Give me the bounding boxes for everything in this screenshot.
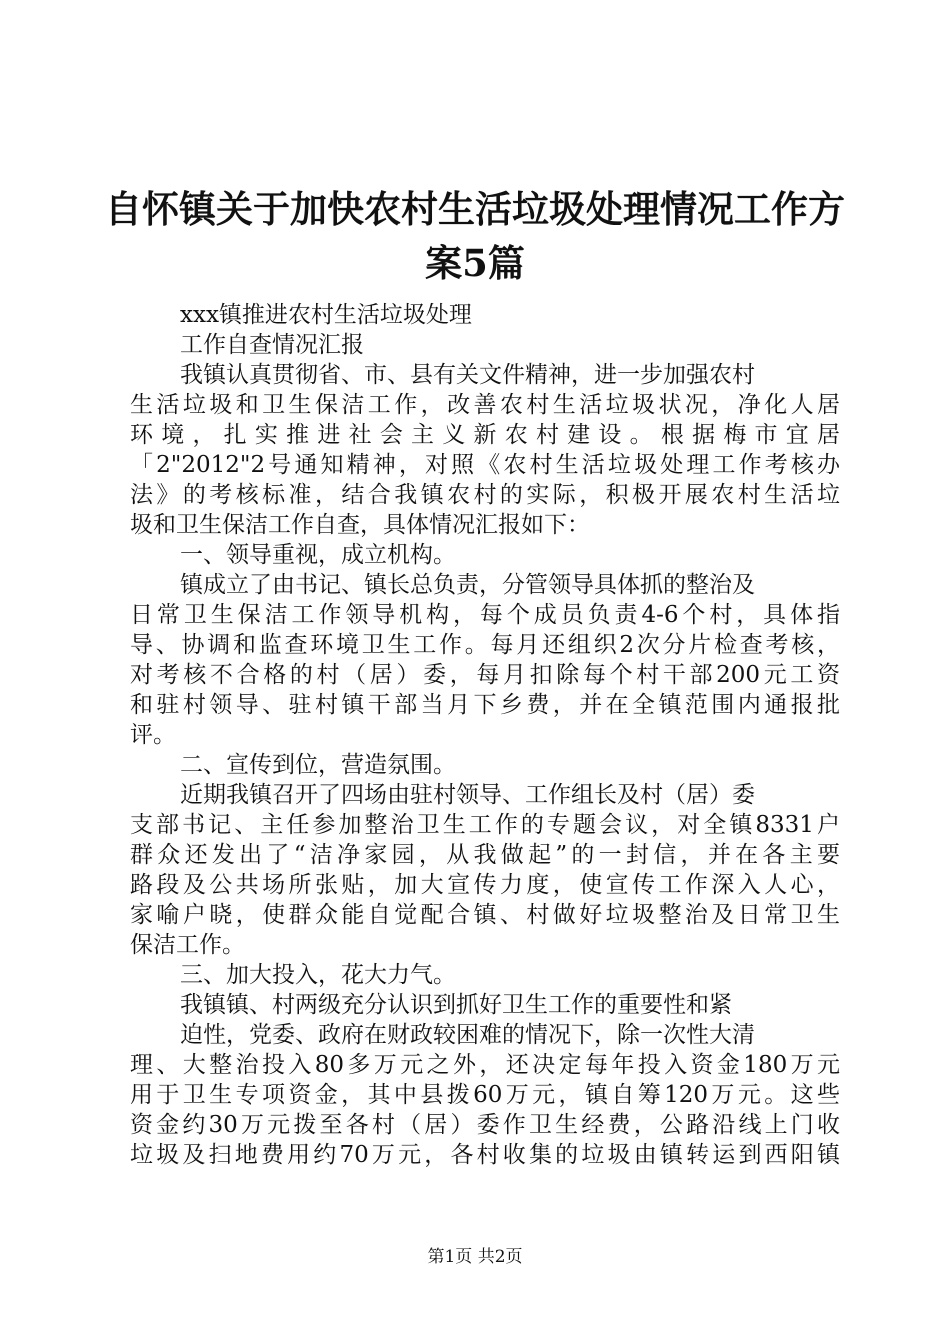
body-line: 理、大整治投入80多万元之外，还决定每年投入资金180万元 bbox=[130, 1052, 840, 1078]
body-line: 垃圾及扫地费用约70万元，各村收集的垃圾由镇转运到西阳镇 bbox=[130, 1142, 840, 1168]
body-line: 法》的考核标准，结合我镇农村的实际，积极开展农村生活垃 bbox=[130, 482, 840, 508]
body-line: 用于卫生专项资金，其中县拨60万元，镇自筹120万元。这些 bbox=[130, 1082, 840, 1108]
body-line: 和驻村领导、驻村镇干部当月下乡费，并在全镇范围内通报批 bbox=[130, 692, 840, 718]
body-line: 导、协调和监查环境卫生工作。每月还组织2次分片检查考核， bbox=[130, 632, 840, 658]
body-line: 工作自查情况汇报 bbox=[180, 332, 364, 358]
section-heading: 一、领导重视，成立机构。 bbox=[180, 542, 456, 568]
body-line: 圾和卫生保洁工作自查，具体情况汇报如下： bbox=[130, 512, 590, 538]
body-line: 家喻户晓，使群众能自觉配合镇、村做好垃圾整治及日常卫生 bbox=[130, 902, 840, 928]
body-line: 迫性，党委、政府在财政较困难的情况下，除一次性大清 bbox=[180, 1022, 755, 1048]
body-line: 日常卫生保洁工作领导机构，每个成员负责4-6个村，具体指 bbox=[130, 602, 840, 628]
body-line: 群众还发出了“洁净家园，从我做起”的一封信，并在各主要 bbox=[130, 842, 840, 868]
body-line: 资金约30万元拨至各村（居）委作卫生经费，公路沿线上门收 bbox=[130, 1112, 840, 1138]
section-heading: 三、加大投入，花大力气。 bbox=[180, 962, 456, 988]
body-line: 镇成立了由书记、镇长总负责，分管领导具体抓的整治及 bbox=[180, 572, 755, 598]
body-line: 我镇认真贯彻省、市、县有关文件精神，进一步加强农村 bbox=[180, 362, 755, 388]
body-line: 对考核不合格的村（居）委，每月扣除每个村干部200元工资 bbox=[130, 662, 840, 688]
body-line: 保洁工作。 bbox=[130, 932, 245, 958]
body-line: 环境，扎实推进社会主义新农村建设。根据梅市宜居 bbox=[130, 422, 840, 448]
body-line: 近期我镇召开了四场由驻村领导、工作组长及村（居）委 bbox=[180, 782, 755, 808]
section-heading: 二、宣传到位，营造氛围。 bbox=[180, 752, 456, 778]
body-line: xxx镇推进农村生活垃圾处理 bbox=[180, 302, 472, 328]
document-title-line-1: 自怀镇关于加快农村生活垃圾处理情况工作方 bbox=[105, 187, 845, 231]
body-line: 我镇镇、村两级充分认识到抓好卫生工作的重要性和紧 bbox=[180, 992, 732, 1018]
body-line: 评。 bbox=[130, 722, 176, 748]
document-title-line-2: 案5篇 bbox=[425, 241, 525, 285]
body-line: 「2"2012"2号通知精神，对照《农村生活垃圾处理工作考核办 bbox=[130, 452, 840, 478]
body-line: 支部书记、主任参加整治卫生工作的专题会议，对全镇8331户 bbox=[130, 812, 840, 838]
body-line: 路段及公共场所张贴，加大宣传力度，使宣传工作深入人心， bbox=[130, 872, 840, 898]
page-number-footer: 第1页 共2页 bbox=[427, 1247, 523, 1267]
body-line: 生活垃圾和卫生保洁工作，改善农村生活垃圾状况，净化人居 bbox=[130, 392, 840, 418]
